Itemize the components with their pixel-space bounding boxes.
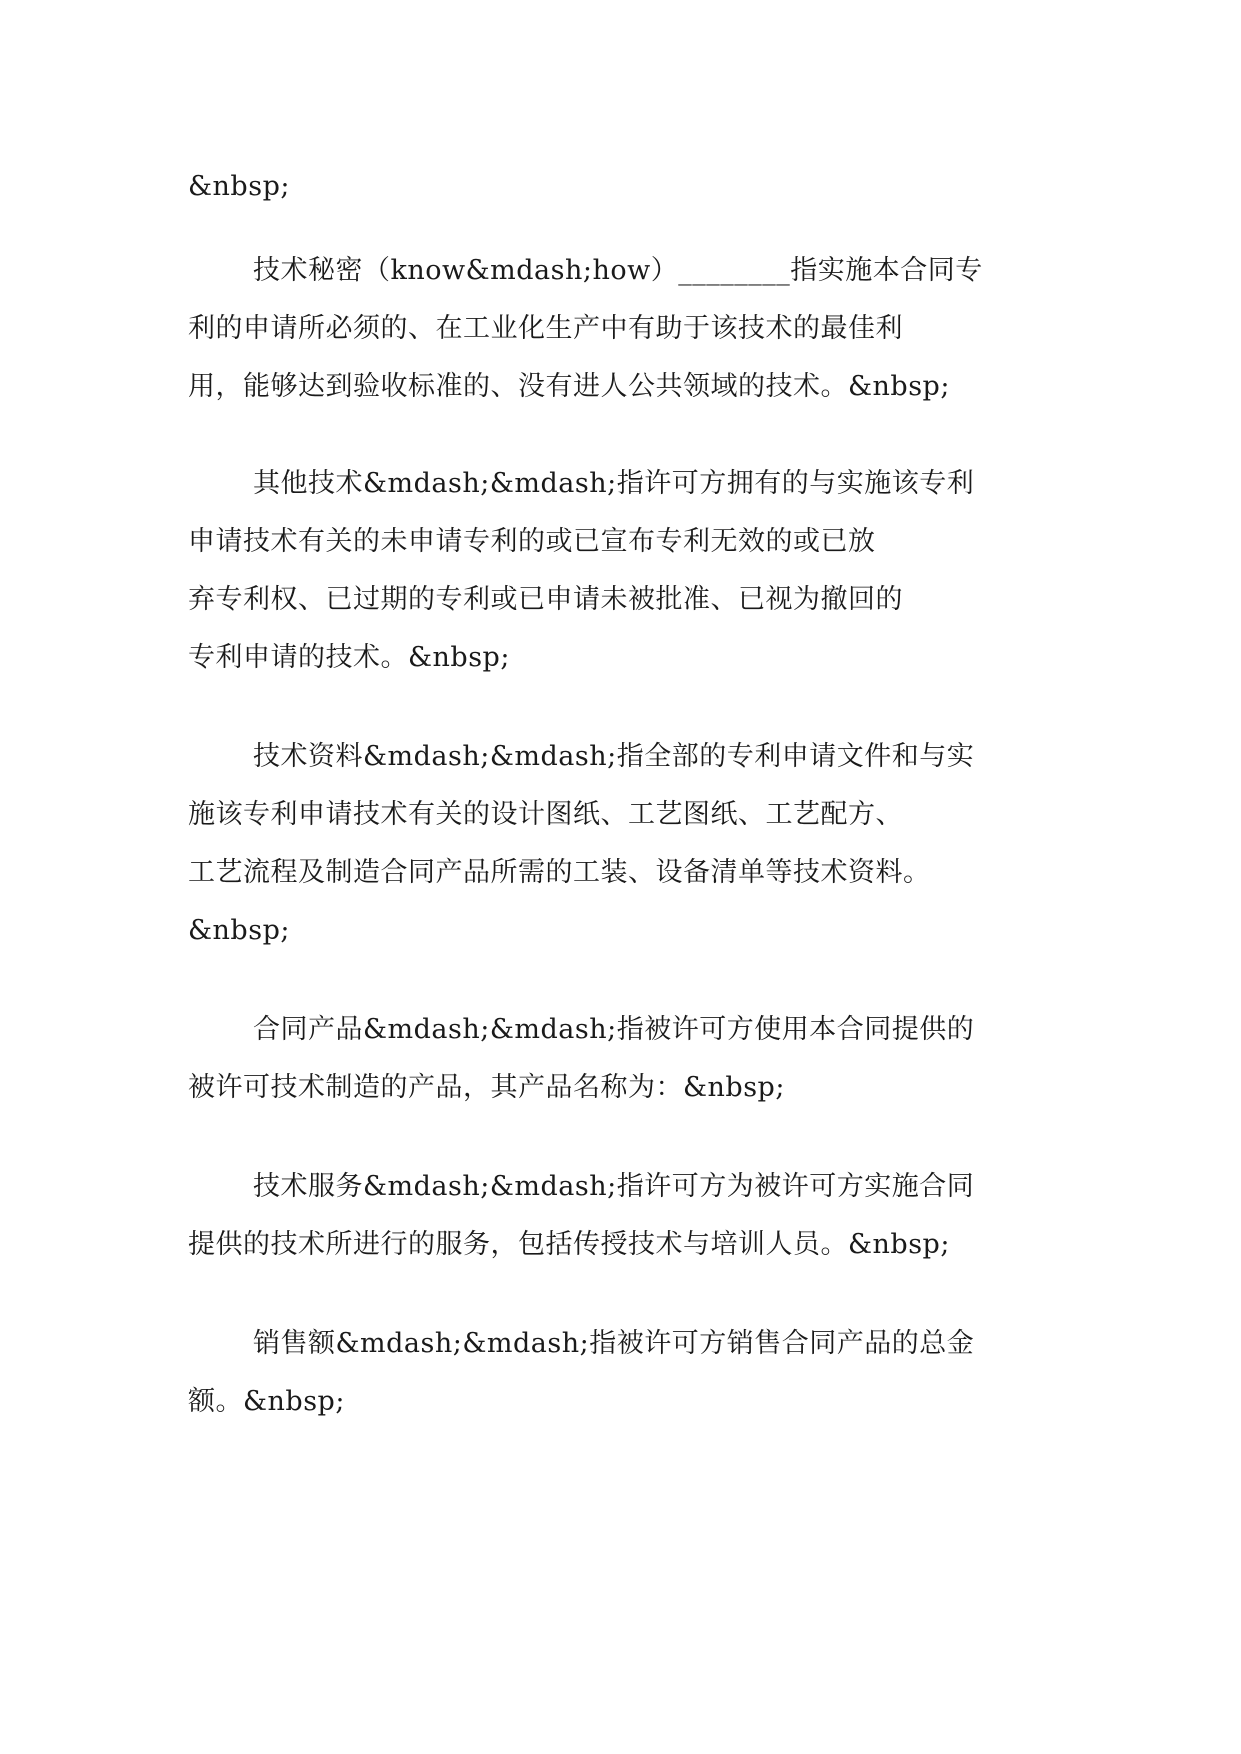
text-line: 工艺流程及制造合同产品所需的工装、设备清单等技术资料。 [188, 857, 931, 888]
text-line: 额。&nbsp; [188, 1386, 345, 1417]
text-line: 销售额&mdash;&mdash;指被许可方销售合同产品的总金 [253, 1328, 975, 1359]
text-line: 技术秘密（know&mdash;how）________指实施本合同专 [253, 255, 983, 286]
text-line: 申请技术有关的未申请专利的或已宣布专利无效的或已放 [188, 526, 876, 557]
text-line: 合同产品&mdash;&mdash;指被许可方使用本合同提供的 [253, 1014, 975, 1045]
text-line: 施该专利申请技术有关的设计图纸、工艺图纸、工艺配方、 [188, 799, 903, 830]
text-line: 提供的技术所进行的服务，包括传授技术与培训人员。&nbsp; [188, 1229, 950, 1260]
text-line: 利的申请所必须的、在工业化生产中有助于该技术的最佳利 [188, 313, 903, 344]
text-line: 技术资料&mdash;&mdash;指全部的专利申请文件和与实 [253, 741, 975, 772]
text-line: 被许可技术制造的产品，其产品名称为：&nbsp; [188, 1072, 785, 1103]
text-line: 专利申请的技术。&nbsp; [188, 642, 510, 673]
text-line: 技术服务&mdash;&mdash;指许可方为被许可方实施合同 [253, 1171, 975, 1202]
text-line: 弃专利权、已过期的专利或已申请未被批准、已视为撤回的 [188, 584, 903, 615]
text-line: &nbsp; [188, 171, 290, 202]
text-line: &nbsp; [188, 915, 290, 946]
text-line: 用，能够达到验收标准的、没有进人公共领域的技术。&nbsp; [188, 371, 950, 402]
text-line: 其他技术&mdash;&mdash;指许可方拥有的与实施该专利 [253, 468, 975, 499]
